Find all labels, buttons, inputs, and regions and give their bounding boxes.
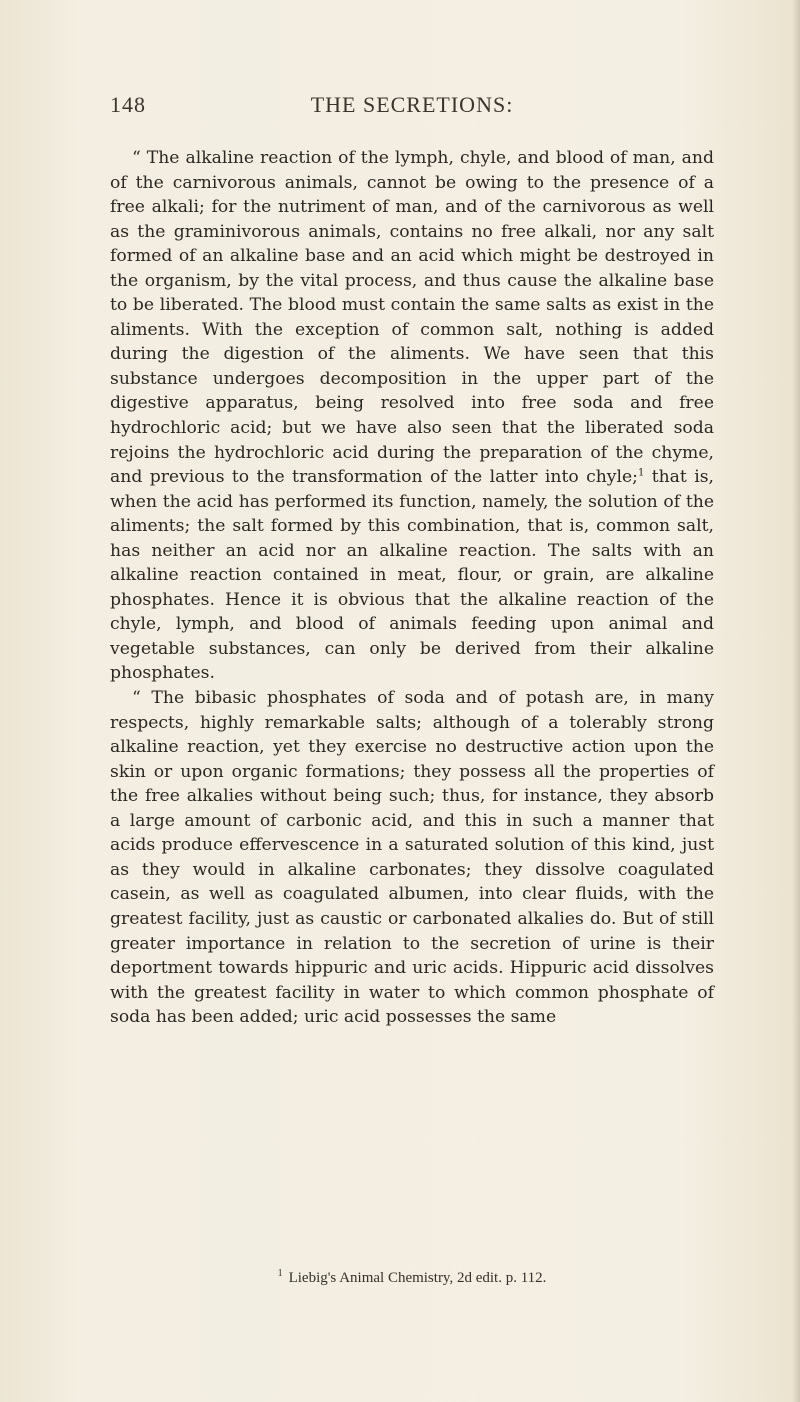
paragraph-1 [110, 146, 714, 686]
body-text [110, 146, 714, 1030]
footnote-mark: 1 [277, 1268, 283, 1279]
running-head [110, 92, 714, 122]
footnote-reference: 1 [637, 467, 645, 479]
paragraph-2: “ The bibasic phosphates of soda and of potash are, in many respects, highly remarkable salts; although of a tolerably strong alkaline reaction, yet they exercise no destructive action upon the skin or upon organic formations; they possess all the properties of the free alkalies without being such; thus, for instance, they absorb a large amount of carbonic acid, and this in such a manner that acids produce effervescence in a saturated solution of this kind, just as they would in alkaline carbonates; they dissolve coagulated casein, as well as coagulated albumen, into clear fluids, with the greatest facility, just as caustic or carbonated alkalies do. But of still greater importance in relation to the secretion of urine is their deportment towards hippuric and uric acids. Hippuric acid dissolves with the greatest facility in water to which common phosphate of soda has been added; uric acid possesses the same [110, 688, 714, 1028]
footnote [110, 1268, 714, 1288]
paragraph-1-text-b: that is, when the acid has performed its function, namely, the solution of the aliments; the salt formed by this combination, that is, common salt, has neither an acid nor an alkaline reaction. The salts with an alkaline reaction contained in meat, flour, or grain, are alkaline phosphates. Hence it is obvious that the alkaline reaction of the chyle, lymph, and blood of animals feeding upon animal and vegetable substances, can only be derived from their alkaline phosphates. [110, 467, 714, 684]
page-number: 148 [110, 92, 146, 117]
footnote-text: Liebig's Animal Chemistry, 2d edit. p. 112. [288, 1270, 547, 1286]
paragraph-1-text-a: “ The alkaline reaction of the lymph, chyle, and blood of man, and of the carnivorous animals, cannot be owing to the presence of a free alkali; for the nutriment of man, and of the carnivorous as well as the graminivorous animals, contains no free alkali, nor any salt formed of an alkaline base and an acid which might be destroyed in the organism, by the vital process, and thus cause the alkaline base to be liberated. The blood must contain the same salts as exist in the aliments. With the exception of common salt, nothing is added during the digestion of the aliments. We have seen that this substance undergoes decomposition in the upper part of the digestive apparatus, being resolved into free soda and free hydrochloric acid; but we have also seen that the liberated soda rejoins the hydrochloric acid during the preparation of the chyme, and previous to the transformation of the latter into chyle; [110, 148, 714, 488]
running-title: THE SECRETIONS: [310, 92, 514, 117]
